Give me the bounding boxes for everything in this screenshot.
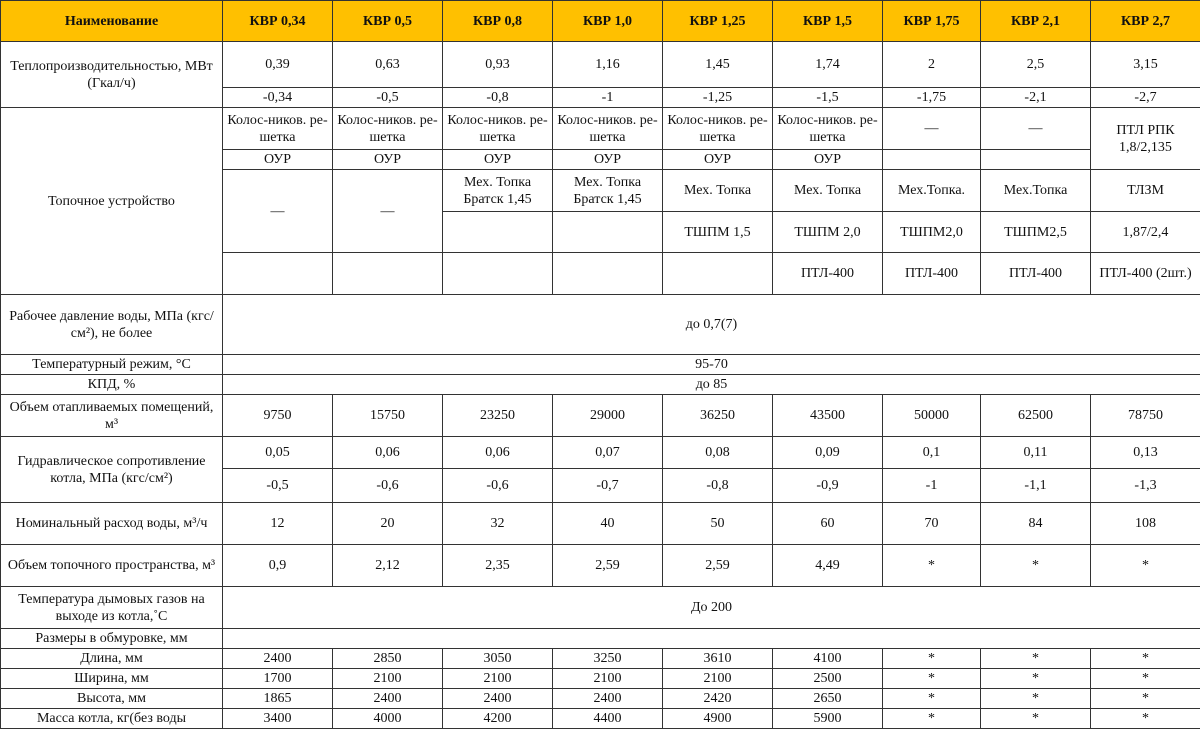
cell (443, 253, 553, 295)
cell: * (883, 689, 981, 709)
cell: * (1091, 709, 1200, 729)
cell (443, 212, 553, 253)
cell: -1,3 (1091, 469, 1200, 503)
flue-temp-label: Температура дымовых газов на выходе из котла,˚С (1, 587, 223, 629)
cell: * (981, 649, 1091, 669)
cell (333, 253, 443, 295)
furnace-grate-row (1, 108, 1200, 150)
cell: Колос-ников. ре-шетка (443, 108, 553, 150)
cell: 2100 (663, 669, 773, 689)
volume-heated-label: Объем отапливаемых помещений, м³ (1, 395, 223, 437)
cell: 108 (1091, 503, 1200, 545)
cell: Колос-ников. ре-шетка (223, 108, 333, 150)
cell: -1,25 (663, 88, 773, 108)
cell: 0,06 (333, 437, 443, 469)
cell: ПТЛ-400 (2шт.) (1091, 253, 1200, 295)
cell: 2,35 (443, 545, 553, 587)
cell: 40 (553, 503, 663, 545)
pressure-value: до 0,7(7) (223, 295, 1200, 355)
cell: 3050 (443, 649, 553, 669)
cell: 1,45 (663, 42, 773, 88)
cell: ОУР (663, 150, 773, 170)
flue-temp-value: До 200 (223, 587, 1200, 629)
cell: 2400 (443, 689, 553, 709)
flow-row (1, 503, 1200, 545)
cell: 1,16 (553, 42, 663, 88)
cell: -0,7 (553, 469, 663, 503)
cell: -0,9 (773, 469, 883, 503)
height-row (1, 689, 1200, 709)
cell: 62500 (981, 395, 1091, 437)
cell: 2400 (333, 689, 443, 709)
cell: Мех. Топка Братск 1,45 (553, 170, 663, 212)
cell: * (981, 689, 1091, 709)
cell (223, 253, 333, 295)
cell: ПТЛ-400 (773, 253, 883, 295)
cell: 5900 (773, 709, 883, 729)
flow-label: Номинальный расход воды, м³/ч (1, 503, 223, 545)
length-row (1, 649, 1200, 669)
cell: — (223, 170, 333, 253)
cell: 36250 (663, 395, 773, 437)
cell: 0,08 (663, 437, 773, 469)
hydraulic-label: Гидравлическое сопротивление котла, МПа (кгс/см²) (1, 437, 223, 503)
cell: Мех. Топка (773, 170, 883, 212)
dims-header-row (1, 629, 1200, 649)
cell: -1,5 (773, 88, 883, 108)
cell: 1865 (223, 689, 333, 709)
cell: ОУР (443, 150, 553, 170)
cell: * (1091, 669, 1200, 689)
header-name: Наименование (1, 1, 223, 42)
cell: 2420 (663, 689, 773, 709)
cell: — (981, 108, 1091, 150)
cell (883, 150, 981, 170)
cell: 2 (883, 42, 981, 88)
cell: 1,87/2,4 (1091, 212, 1200, 253)
cell: 3,15 (1091, 42, 1200, 88)
cell: — (883, 108, 981, 150)
cell: Колос-ников. ре-шетка (773, 108, 883, 150)
cell: 29000 (553, 395, 663, 437)
cell: 2500 (773, 669, 883, 689)
cell: ОУР (333, 150, 443, 170)
cell: 2100 (443, 669, 553, 689)
cell: * (981, 669, 1091, 689)
cell: -1 (883, 469, 981, 503)
cell: 0,05 (223, 437, 333, 469)
efficiency-row (1, 375, 1200, 395)
cell: 0,63 (333, 42, 443, 88)
cell: 70 (883, 503, 981, 545)
cell: 0,09 (773, 437, 883, 469)
cell: 0,1 (883, 437, 981, 469)
efficiency-label: КПД, % (1, 375, 223, 395)
header-model: КВР 0,8 (443, 1, 553, 42)
volume-heated-row (1, 395, 1200, 437)
cell: * (1091, 649, 1200, 669)
cell: 2100 (333, 669, 443, 689)
cell: -0,8 (443, 88, 553, 108)
cell: 3610 (663, 649, 773, 669)
pressure-row (1, 295, 1200, 355)
heat-label: Теплопроизводительностью, МВт (Гкал/ч) (1, 42, 223, 108)
cell: 4100 (773, 649, 883, 669)
cell: -0,5 (333, 88, 443, 108)
width-label: Ширина, мм (1, 669, 223, 689)
cell: * (1091, 545, 1200, 587)
cell: Колос-ников. ре-шетка (663, 108, 773, 150)
cell: ОУР (773, 150, 883, 170)
cell: 0,39 (223, 42, 333, 88)
cell: 43500 (773, 395, 883, 437)
cell: 4000 (333, 709, 443, 729)
cell: 4,49 (773, 545, 883, 587)
cell: 3250 (553, 649, 663, 669)
cell: 20 (333, 503, 443, 545)
cell: 1700 (223, 669, 333, 689)
cell: -1,75 (883, 88, 981, 108)
cell (981, 150, 1091, 170)
cell: ТЛЗМ (1091, 170, 1200, 212)
cell: ПТЛ РПК 1,8/2,135 (1091, 108, 1200, 170)
cell: -0,6 (333, 469, 443, 503)
header-model: КВР 2,7 (1091, 1, 1200, 42)
cell: * (883, 709, 981, 729)
cell: 50 (663, 503, 773, 545)
cell (663, 253, 773, 295)
cell (553, 212, 663, 253)
hydraulic-mpa-row (1, 437, 1200, 469)
cell: Колос-ников. ре-шетка (553, 108, 663, 150)
cell: 0,06 (443, 437, 553, 469)
cell: 15750 (333, 395, 443, 437)
furnace-volume-row (1, 545, 1200, 587)
mass-label: Масса котла, кг(без воды (1, 709, 223, 729)
cell: -0,8 (663, 469, 773, 503)
cell: 2100 (553, 669, 663, 689)
cell (553, 253, 663, 295)
cell: -1 (553, 88, 663, 108)
header-row (1, 1, 1200, 42)
header-model: КВР 1,75 (883, 1, 981, 42)
cell: 2400 (223, 649, 333, 669)
cell: Колос-ников. ре-шетка (333, 108, 443, 150)
temp-mode-row (1, 355, 1200, 375)
header-model: КВР 0,34 (223, 1, 333, 42)
header-model: КВР 1,5 (773, 1, 883, 42)
cell: -0,5 (223, 469, 333, 503)
cell: 2,5 (981, 42, 1091, 88)
cell: 50000 (883, 395, 981, 437)
cell: Мех. Топка (663, 170, 773, 212)
cell: 60 (773, 503, 883, 545)
cell: * (883, 649, 981, 669)
cell: Мех.Топка (981, 170, 1091, 212)
dims-label: Размеры в обмуровке, мм (1, 629, 223, 649)
cell: 0,9 (223, 545, 333, 587)
cell: 23250 (443, 395, 553, 437)
temp-mode-label: Температурный режим, °С (1, 355, 223, 375)
cell: * (981, 709, 1091, 729)
cell: ТШПМ2,5 (981, 212, 1091, 253)
cell: 0,93 (443, 42, 553, 88)
pressure-label: Рабочее давление воды, МПа (кгс/см²), не более (1, 295, 223, 355)
cell: — (333, 170, 443, 253)
mass-row (1, 709, 1200, 729)
cell: 0,07 (553, 437, 663, 469)
cell: 0,11 (981, 437, 1091, 469)
cell: * (883, 669, 981, 689)
cell: 4400 (553, 709, 663, 729)
furnace-label: Топочное устройство (1, 108, 223, 295)
length-label: Длина, мм (1, 649, 223, 669)
cell: ПТЛ-400 (981, 253, 1091, 295)
cell: ТШПМ 2,0 (773, 212, 883, 253)
cell: 2,59 (553, 545, 663, 587)
cell: 12 (223, 503, 333, 545)
temp-mode-value: 95-70 (223, 355, 1200, 375)
height-label: Высота, мм (1, 689, 223, 709)
cell: 4200 (443, 709, 553, 729)
cell: 84 (981, 503, 1091, 545)
width-row (1, 669, 1200, 689)
cell: * (981, 545, 1091, 587)
cell: 1,74 (773, 42, 883, 88)
cell: -2,7 (1091, 88, 1200, 108)
cell: Мех.Топка. (883, 170, 981, 212)
cell: -0,34 (223, 88, 333, 108)
cell: ТШПМ2,0 (883, 212, 981, 253)
cell: ОУР (553, 150, 663, 170)
cell: -2,1 (981, 88, 1091, 108)
furnace-volume-label: Объем топочного пространства, м³ (1, 545, 223, 587)
header-model: КВР 1,0 (553, 1, 663, 42)
cell: 2400 (553, 689, 663, 709)
heat-mw-row (1, 42, 1200, 88)
cell: 32 (443, 503, 553, 545)
cell: 78750 (1091, 395, 1200, 437)
cell: * (883, 545, 981, 587)
cell (223, 629, 1200, 649)
cell: * (1091, 689, 1200, 709)
cell: ПТЛ-400 (883, 253, 981, 295)
cell: 2,12 (333, 545, 443, 587)
cell: ТШПМ 1,5 (663, 212, 773, 253)
cell: 9750 (223, 395, 333, 437)
cell: 2650 (773, 689, 883, 709)
header-model: КВР 2,1 (981, 1, 1091, 42)
flue-temp-row (1, 587, 1200, 629)
cell: -0,6 (443, 469, 553, 503)
efficiency-value: до 85 (223, 375, 1200, 395)
cell: 0,13 (1091, 437, 1200, 469)
header-model: КВР 1,25 (663, 1, 773, 42)
cell: 2,59 (663, 545, 773, 587)
cell: -1,1 (981, 469, 1091, 503)
cell: 2850 (333, 649, 443, 669)
cell: 4900 (663, 709, 773, 729)
cell: Мех. Топка Братск 1,45 (443, 170, 553, 212)
header-model: КВР 0,5 (333, 1, 443, 42)
cell: ОУР (223, 150, 333, 170)
cell: 3400 (223, 709, 333, 729)
